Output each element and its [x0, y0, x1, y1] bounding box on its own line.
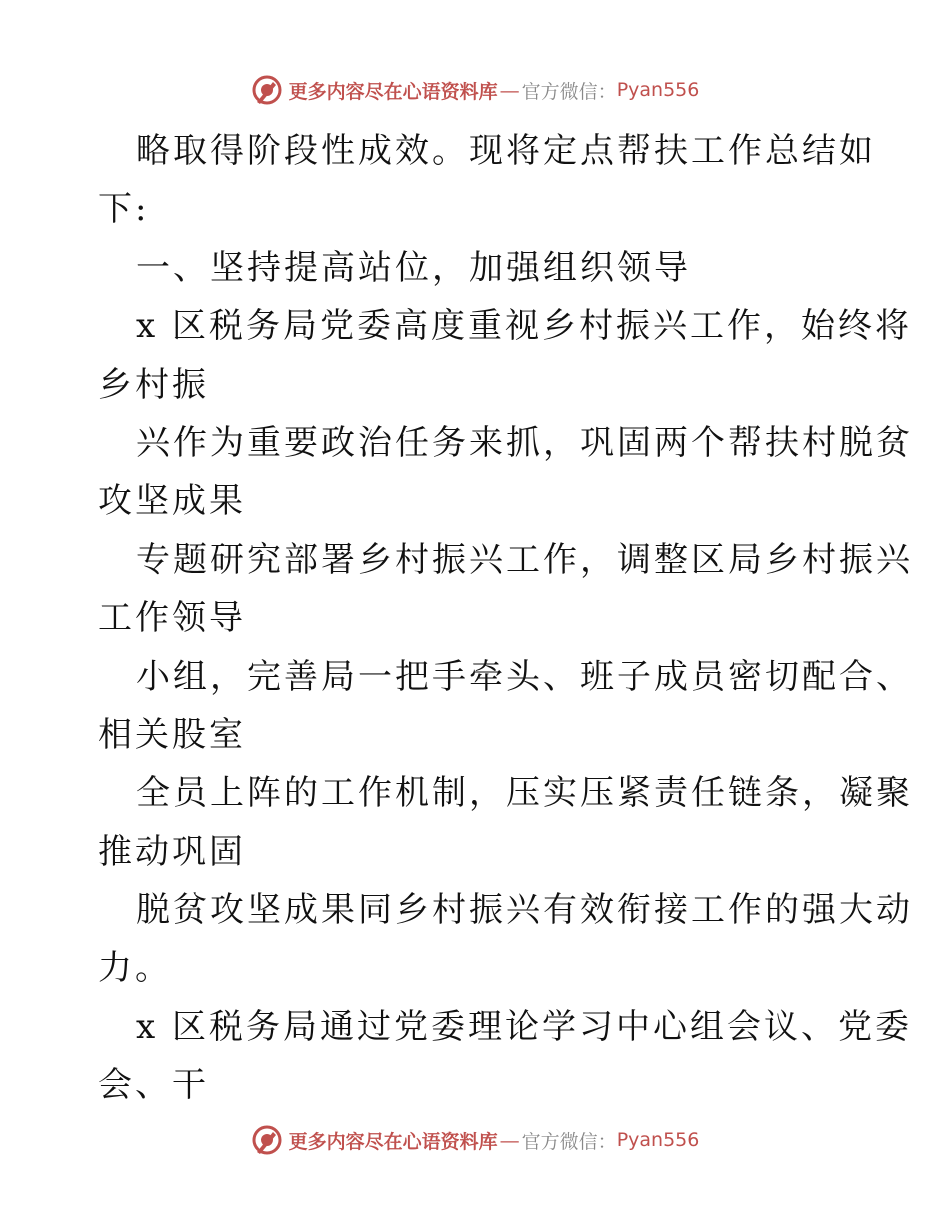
banner-wechat-id: Pyan556 [616, 1129, 700, 1151]
text-line: 相关股室 [98, 714, 246, 755]
text-line: 兴作为重要政治任务来抓，巩固两个帮扶村脱贫 [136, 422, 913, 463]
banner-separator: — [499, 1128, 520, 1152]
text-line: 攻坚成果 [98, 481, 246, 522]
banner-official-label: 官方微信： [521, 1130, 617, 1153]
document-body [98, 122, 913, 1115]
text-line: 脱贫攻坚成果同乡村振兴有效衔接工作的强大动 [136, 890, 913, 931]
text-line: 下: [98, 189, 150, 230]
text-line: x 区税务局通过党委理论学习中心组会议、党委 [136, 1006, 912, 1047]
text-line: 工作领导 [98, 598, 246, 639]
pen-circle-logo-icon [251, 74, 283, 106]
text-line: 乡村振 [98, 364, 209, 405]
text-line: 全员上阵的工作机制，压实压紧责任链条，凝聚 [136, 773, 913, 814]
banner-text: 更多内容尽在心语资料库 [288, 80, 498, 103]
text-line: x 区税务局党委高度重视乡村振兴工作，始终将 [136, 306, 912, 347]
text-line: 小组，完善局一把手牵头、班子成员密切配合、 [136, 656, 913, 697]
banner-text: 更多内容尽在心语资料库 [288, 1130, 498, 1153]
banner-official-label: 官方微信： [521, 80, 617, 103]
text-line: 专题研究部署乡村振兴工作，调整区局乡村振兴 [136, 539, 913, 580]
section-heading: 一、坚持提高站位，加强组织领导 [136, 247, 691, 288]
text-line: 推动巩固 [98, 831, 246, 872]
footer-banner [0, 1120, 950, 1160]
banner-wechat-id: Pyan556 [616, 79, 700, 101]
text-line: 力。 [98, 948, 172, 989]
text-line: 略取得阶段性成效。现将定点帮扶工作总结如 [136, 131, 876, 171]
pen-circle-logo-icon [251, 1124, 283, 1156]
header-banner [0, 70, 950, 110]
text-line: 会、干 [98, 1065, 209, 1106]
banner-separator: — [499, 78, 520, 102]
